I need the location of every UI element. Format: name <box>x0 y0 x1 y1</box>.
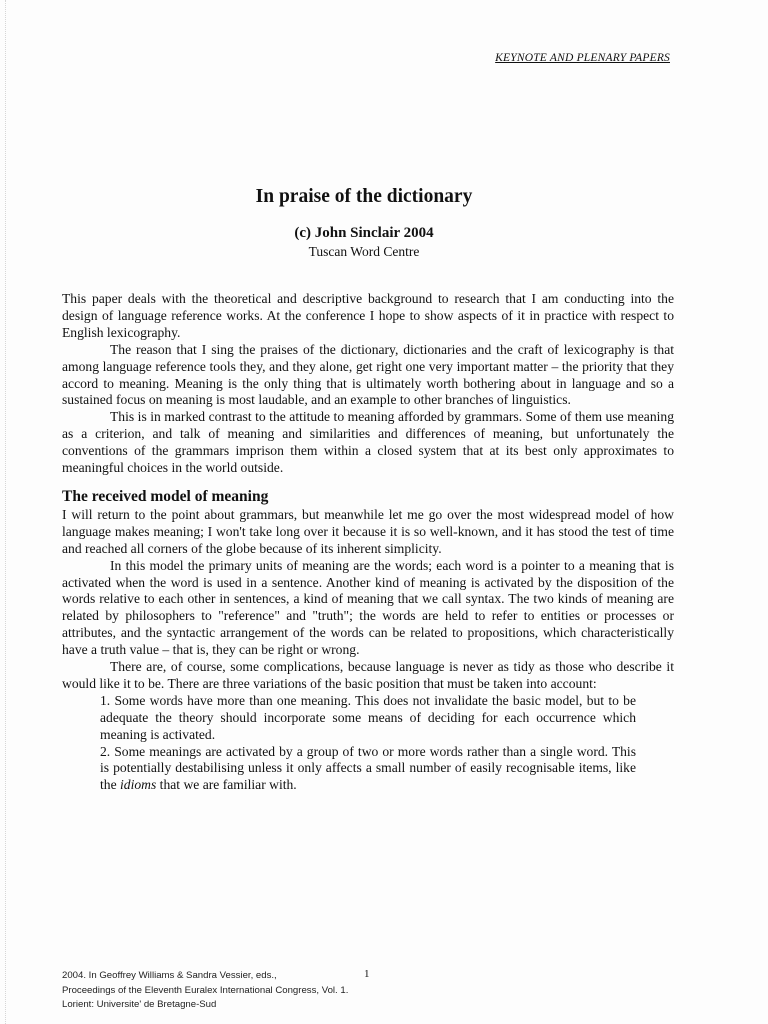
page-number: 1 <box>364 968 370 980</box>
list-item: 1. Some words have more than one meaning. This does not invalidate the basic model, but to be adequate the theory should incorporate some means of deciding for each occurrence which meaning is activated. <box>100 692 636 742</box>
body-text <box>62 291 674 794</box>
footer-line: Lorient: Universite' de Bretagne-Sud <box>62 999 217 1011</box>
body-paragraph: The reason that I sing the praises of the dictionary, dictionaries and the craft of lexicography is that among language reference tools they, and they alone, get right one very important matter – the priority that they accord to meaning. Meaning is the only thing that is ultimately worth bothering about in language and so a sustained focus on meaning is most laudable, and an example to other branches of linguistics. <box>62 341 674 408</box>
section-paragraph: I will return to the point about grammars, but meanwhile let me go over the most widespread model of how language makes meaning; I won't take long over it because it is so well-known, and it has stood the test of time and reached all corners of the globe because of its inherent simplicity. <box>62 506 674 556</box>
footer-line: Proceedings of the Eleventh Euralex International Congress, Vol. 1. <box>62 984 349 996</box>
affiliation: Tuscan Word Centre <box>308 244 420 259</box>
list-item <box>100 744 636 795</box>
intro-paragraph: This paper deals with the theoretical and descriptive background to research that I am conducting into the design of language reference works. At the conference I hope to show aspects of it in practice with respect to English lexicography. <box>62 291 674 340</box>
running-head: KEYNOTE AND PLENARY PAPERS <box>495 52 670 64</box>
section-paragraph: There are, of course, some complications, because language is never as tidy as those who describe it would like it to be. There are three variations of the basic position that must be taken into account: <box>62 659 674 691</box>
scan-edge-line <box>5 0 7 1024</box>
author-line: (c) John Sinclair 2004 <box>294 225 434 241</box>
body-paragraph: This is in marked contrast to the attitude to meaning afforded by grammars. Some of them use meaning as a criterion, and talk of meaning and similarities and differences of meaning, but unfortunately the conventions of the grammars imprison them within a closed system that at its best only approximates to meaningful choices in the world outside. <box>62 409 674 476</box>
emphasized-term: idioms <box>120 777 157 793</box>
numbered-list <box>100 693 636 794</box>
footer-line: 2004. In Geoffrey Williams & Sandra Vessier, eds., <box>62 970 277 981</box>
citation-footer <box>62 969 482 1013</box>
section-heading: The received model of meaning <box>62 487 269 505</box>
paper-title: In praise of the dictionary <box>255 186 473 207</box>
list-item-text: 2. Some meanings are activated by a group of two or more words rather than a single word. This is potentially destabilising unless it only affects a small number of easily recognisable items, like the <box>100 743 636 793</box>
section-paragraph: In this model the primary units of meaning are the words; each word is a pointer to a meaning that is activated when the word is used in a sentence. Another kind of meaning is activated by the disposition of the words relative to each other in sentences, a kind of meaning that we call syntax. The two kinds of meaning are related by philosophers to "reference" and "truth"; the words are held to refer to entities or processes or attributes, and the syntactic arrangement of the words can be related to propositions, which characteristically have a truth value – that is, they can be right or wrong. <box>62 557 674 658</box>
list-item-text: that we are familiar with. <box>156 777 297 793</box>
